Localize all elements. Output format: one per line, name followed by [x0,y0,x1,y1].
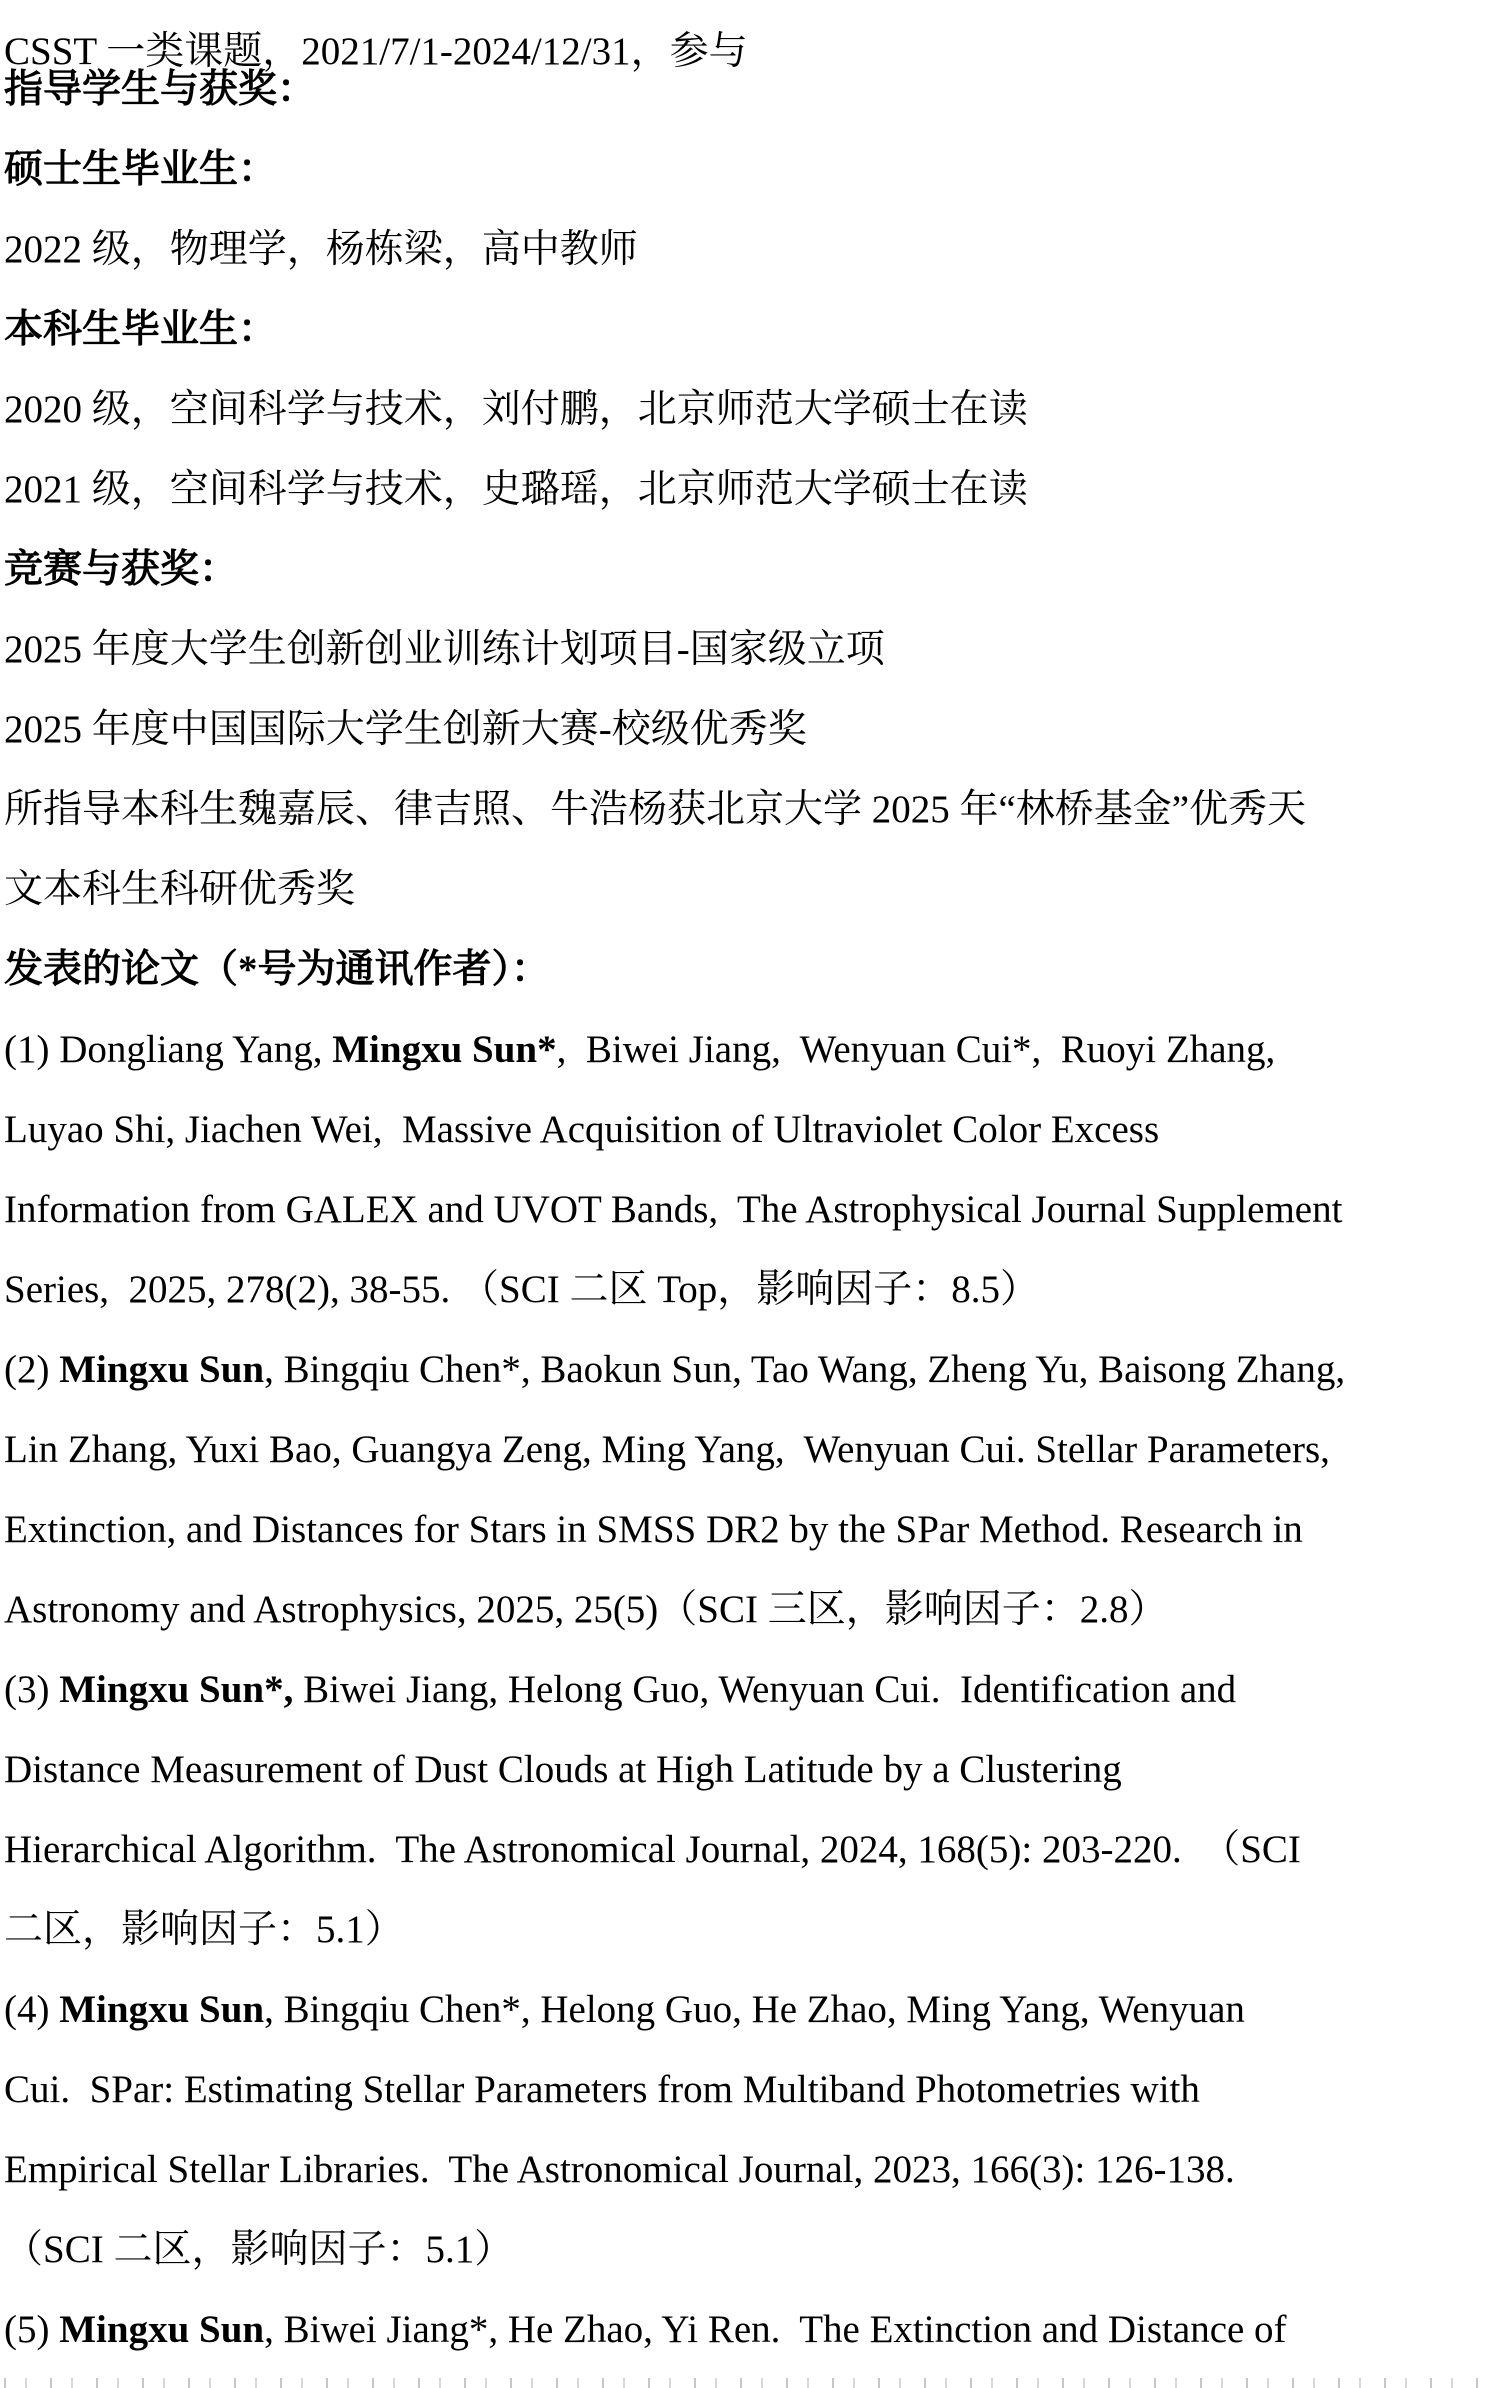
heading-masters-graduates [4,130,1500,210]
bold-text-segment: 本科生毕业生： [4,308,278,351]
heading-competitions-awards [4,530,1500,610]
bold-text-segment: Mingxu Sun [59,1988,265,2031]
publication-5-line-1 [4,2290,1500,2370]
text-segment: , Biwei Jiang*, He Zhao, Yi Ren. The Extinction and Distance of [264,2308,1287,2351]
bold-text-segment: Mingxu Sun* [332,1028,557,1071]
text-segment: 二区，影响因子：5.1） [4,1908,404,1951]
line-award-linqiao-fund-1 [4,770,1500,850]
line-masters-2022 [4,210,1500,290]
text-segment: Hierarchical Algorithm. The Astronomical Journal, 2024, 168(5): 203-220. （SCI [4,1828,1301,1871]
bold-text-segment: 发表的论文（*号为通讯作者）： [4,948,551,991]
bold-text-segment: 硕士生毕业生： [4,148,278,191]
publication-3-line-1 [4,1650,1500,1730]
publication-2-line-2 [4,1410,1500,1490]
document-body [4,6,1500,2370]
publication-4-line-4 [4,2210,1500,2290]
text-segment: Luyao Shi, Jiachen Wei, Massive Acquisition of Ultraviolet Color Excess [4,1108,1160,1151]
text-segment: Biwei Jiang, Helong Guo, Wenyuan Cui. Identification and [293,1668,1237,1711]
text-segment: Distance Measurement of Dust Clouds at High Latitude by a Clustering [4,1748,1122,1791]
heading-publications [4,930,1500,1010]
text-segment: , Biwei Jiang, Wenyuan Cui*, Ruoyi Zhang, [556,1028,1276,1071]
text-segment: CSST 一类课题，2021/7/1-2024/12/31，参与 [4,30,748,73]
text-segment: Astronomy and Astrophysics, 2025, 25(5)（SCI 三区，影响因子：2.8） [4,1588,1168,1631]
line-undergrad-2020 [4,370,1500,450]
text-segment: 所指导本科生魏嘉辰、律吉照、牛浩杨获北京大学 2025 年“林桥基金”优秀天 [4,788,1307,831]
text-segment: (2) [4,1348,60,1391]
bold-text-segment: 竞赛与获奖： [4,548,239,591]
publication-3-line-4 [4,1890,1500,1970]
text-segment: 文本科生科研优秀奖 [4,868,356,911]
text-segment: Cui. SPar: Estimating Stellar Parameters from Multiband Photometries with [4,2068,1200,2111]
text-segment: 2022 级，物理学，杨栋梁，高中教师 [4,228,638,271]
publication-4-line-3 [4,2130,1500,2210]
text-segment: 2021 级，空间科学与技术，史璐瑶，北京师范大学硕士在读 [4,468,1028,511]
text-segment: Information from GALEX and UVOT Bands, The Astrophysical Journal Supplement [4,1188,1343,1231]
line-undergrad-2021 [4,450,1500,530]
text-segment: （SCI 二区，影响因子：5.1） [4,2228,514,2271]
line-award-innovation-competition [4,690,1500,770]
publication-2-line-4 [4,1570,1500,1650]
publication-4-line-2 [4,2050,1500,2130]
text-segment: (5) [4,2308,60,2351]
bold-text-segment: Mingxu Sun [59,1348,265,1391]
heading-student-advising [4,50,1500,130]
bold-text-segment: Mingxu Sun*, [59,1668,294,1711]
publication-1-line-4 [4,1250,1500,1330]
publication-3-line-2 [4,1730,1500,1810]
text-segment: (1) Dongliang Yang, [4,1028,333,1071]
bold-text-segment: 指导学生与获奖： [4,68,317,111]
text-segment: Empirical Stellar Libraries. The Astronomical Journal, 2023, 166(3): 126-138. [4,2148,1235,2191]
text-segment: Extinction, and Distances for Stars in SMSS DR2 by the SPar Method. Research in [4,1508,1303,1551]
bold-text-segment: Mingxu Sun [59,2308,265,2351]
line-project-csst [4,6,1500,73]
publication-1-line-1 [4,1010,1500,1090]
publication-3-line-3 [4,1810,1500,1890]
clipped-text-line [4,2378,1492,2388]
text-segment: (4) [4,1988,60,2031]
publication-2-line-1 [4,1330,1500,1410]
text-segment: (3) [4,1668,60,1711]
publication-2-line-3 [4,1490,1500,1570]
line-award-linqiao-fund-2 [4,850,1500,930]
heading-undergrad-graduates [4,290,1500,370]
line-award-innovation-training [4,610,1500,690]
text-segment: , Bingqiu Chen*, Baokun Sun, Tao Wang, Zheng Yu, Baisong Zhang, [264,1348,1346,1391]
text-segment: 2025 年度中国国际大学生创新大赛-校级优秀奖 [4,708,807,751]
text-segment: , Bingqiu Chen*, Helong Guo, He Zhao, Ming Yang, Wenyuan [264,1988,1245,2031]
text-segment: Series, 2025, 278(2), 38-55. （SCI 二区 Top，影响因子：8.5） [4,1268,1040,1311]
publication-1-line-2 [4,1090,1500,1170]
publication-1-line-3 [4,1170,1500,1250]
text-segment: 2020 级，空间科学与技术，刘付鹏，北京师范大学硕士在读 [4,388,1028,431]
text-segment: 2025 年度大学生创新创业训练计划项目-国家级立项 [4,628,885,671]
publication-4-line-1 [4,1970,1500,2050]
text-segment: Lin Zhang, Yuxi Bao, Guangya Zeng, Ming Yang, Wenyuan Cui. Stellar Parameters, [4,1428,1330,1471]
